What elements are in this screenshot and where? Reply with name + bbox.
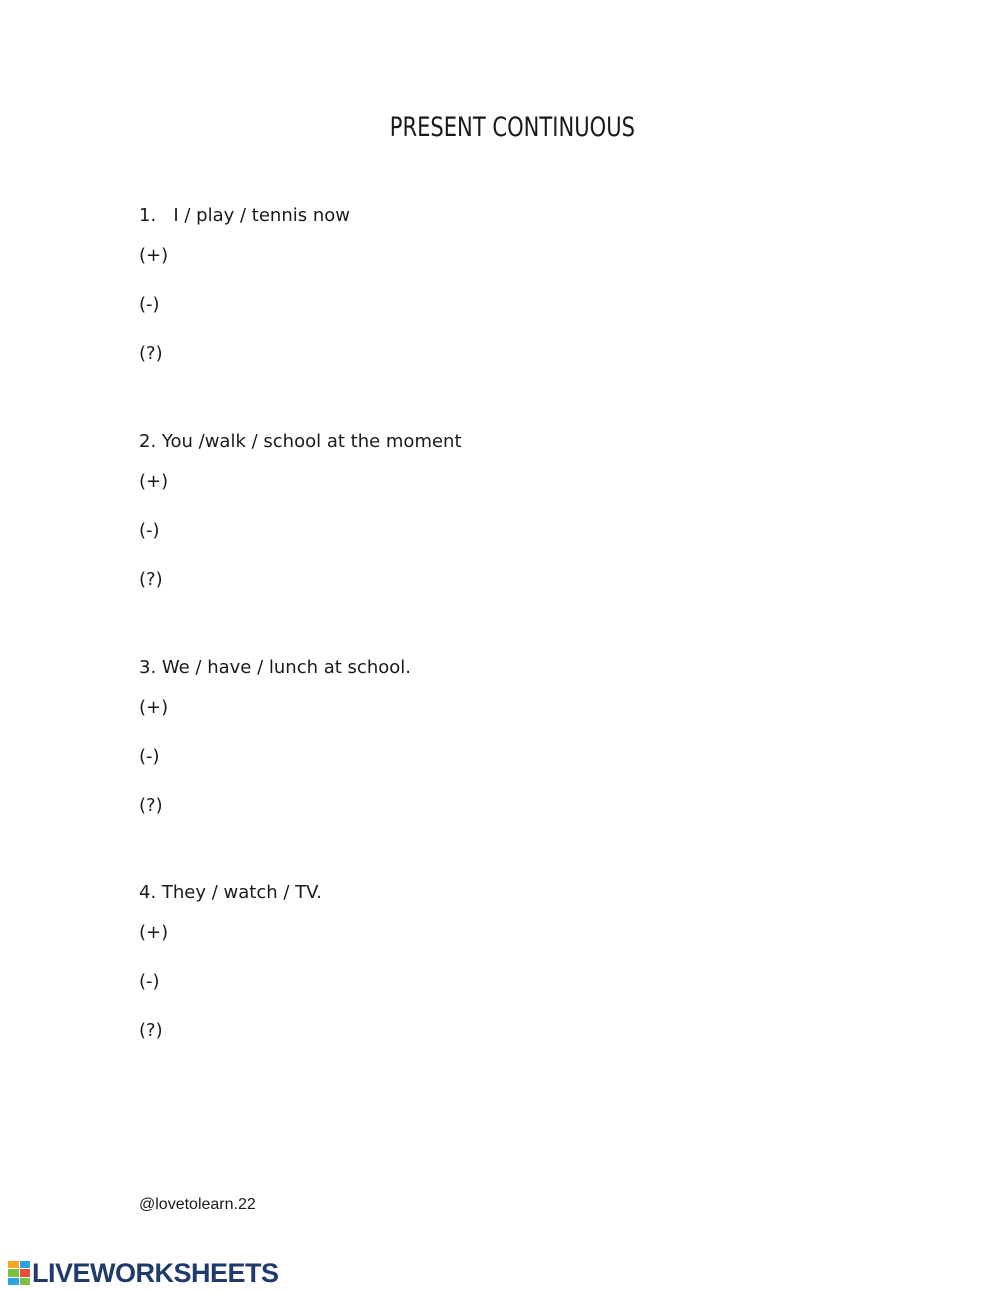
exercise-prompt: 2. You /walk / school at the moment xyxy=(139,431,462,452)
affirmative-line: (+) xyxy=(139,245,169,266)
brand-name: LIVEWORKSHEETS xyxy=(32,1257,279,1288)
author-credit: @lovetolearn.22 xyxy=(139,1196,256,1213)
question-line: (?) xyxy=(139,569,163,590)
negative-line: (-) xyxy=(139,520,160,541)
negative-line: (-) xyxy=(139,294,160,315)
negative-line: (-) xyxy=(139,746,160,767)
negative-line: (-) xyxy=(139,971,160,992)
liveworksheets-brand[interactable] xyxy=(8,1258,279,1288)
exercise-prompt: 1. I / play / tennis now xyxy=(139,205,350,226)
affirmative-line: (+) xyxy=(139,471,169,492)
affirmative-line: (+) xyxy=(139,697,169,718)
question-line: (?) xyxy=(139,1020,163,1041)
exercise-prompt: 4. They / watch / TV. xyxy=(139,882,322,903)
affirmative-line: (+) xyxy=(139,922,169,943)
exercise-prompt: 3. We / have / lunch at school. xyxy=(139,657,411,678)
liveworksheets-logo-icon xyxy=(8,1261,30,1285)
question-line: (?) xyxy=(139,795,163,816)
question-line: (?) xyxy=(139,343,163,364)
page-title: PRESENT CONTINUOUS xyxy=(389,112,636,143)
